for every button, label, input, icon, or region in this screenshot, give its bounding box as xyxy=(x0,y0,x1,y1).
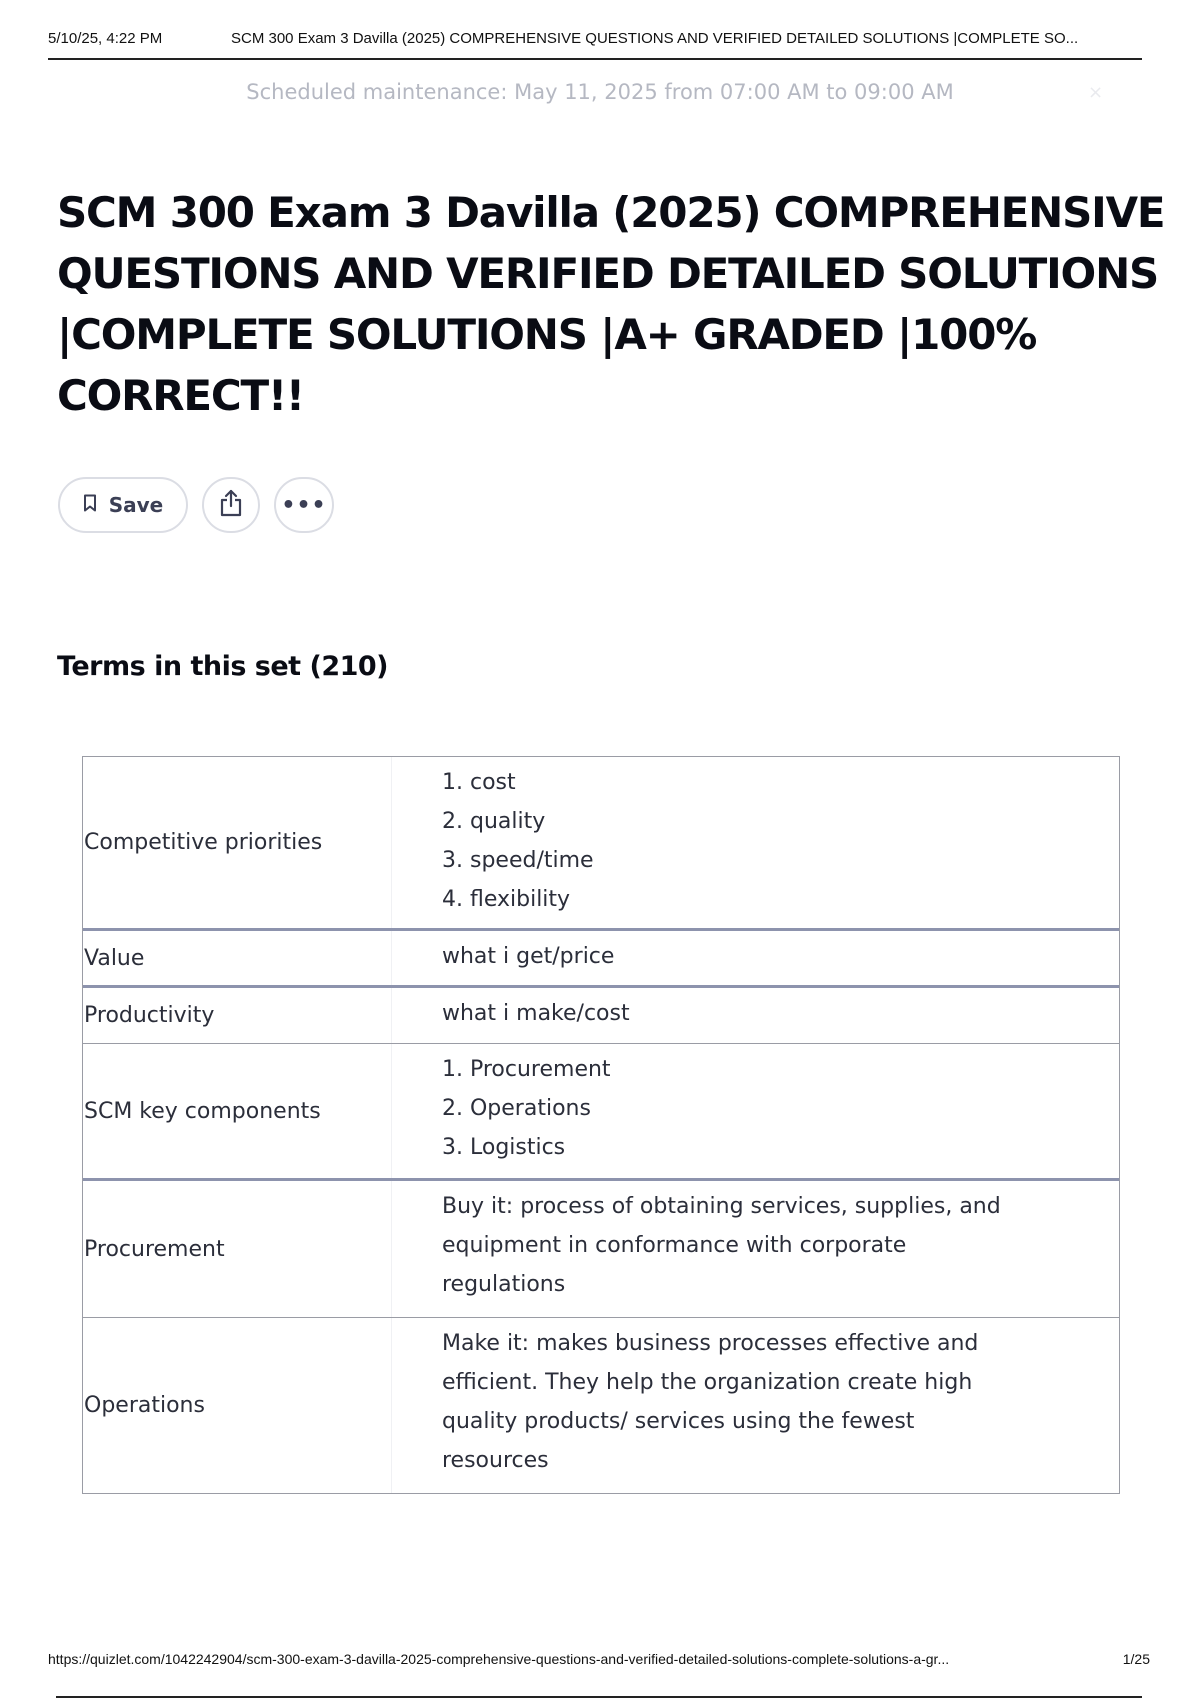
term-word: Value xyxy=(83,931,392,985)
definition-line: 1. cost xyxy=(442,770,516,795)
definition-line: 3. Logistics xyxy=(442,1135,566,1160)
term-word: Procurement xyxy=(83,1181,392,1317)
term-definition xyxy=(392,757,1119,928)
share-icon xyxy=(218,489,244,521)
definition-line: 4. flexibility xyxy=(442,887,571,912)
print-doc-title: SCM 300 Exam 3 Davilla (2025) COMPREHENSIVE QUESTIONS AND VERIFIED DETAILED SOLUTIONS |COMPLETE SO... xyxy=(231,30,1079,47)
print-header xyxy=(48,28,1142,60)
term-definition xyxy=(392,1044,1119,1178)
term-row xyxy=(83,928,1119,985)
page-title: SCM 300 Exam 3 Davilla (2025) COMPREHENSIVE QUESTIONS AND VERIFIED DETAILED SOLUTIONS |COMPLETE SOLUTIONS |A+ GRADED |100% CORRECT!! xyxy=(57,188,1165,420)
terms-heading: Terms in this set (210) xyxy=(57,651,389,682)
term-word: Productivity xyxy=(83,988,392,1043)
term-word: SCM key components xyxy=(83,1044,392,1178)
definition-line: Make it: makes business processes effective and xyxy=(442,1331,979,1356)
term-row xyxy=(83,985,1119,1043)
save-button[interactable] xyxy=(58,477,188,533)
save-button-label: Save xyxy=(108,493,164,517)
definition-line: efficient. They help the organization create high xyxy=(442,1370,973,1395)
definition-line: what i get/price xyxy=(442,944,615,969)
definition-line: resources xyxy=(442,1448,549,1473)
close-icon[interactable]: × xyxy=(1088,82,1104,103)
definition-line: quality products/ services using the fewest xyxy=(442,1409,915,1434)
term-row xyxy=(83,1043,1119,1178)
more-options-button[interactable] xyxy=(274,477,334,533)
definition-line: 3. speed/time xyxy=(442,848,594,873)
definition-line: what i make/cost xyxy=(442,1001,630,1026)
maintenance-banner xyxy=(0,80,1200,104)
definition-line: equipment in conformance with corporate xyxy=(442,1233,907,1258)
term-row xyxy=(83,757,1119,928)
print-url: https://quizlet.com/1042242904/scm-300-exam-3-davilla-2025-comprehensive-questions-and-verified-detailed-solutions-complete-solutions-a-gr... xyxy=(48,1651,950,1667)
page-number: 1/25 xyxy=(1122,1651,1150,1667)
term-definition xyxy=(392,931,1119,985)
term-definition xyxy=(392,988,1119,1043)
print-footer xyxy=(48,1648,1152,1700)
term-definition xyxy=(392,1318,1119,1493)
term-row xyxy=(83,1178,1119,1317)
term-definition xyxy=(392,1181,1119,1317)
definition-line: Buy it: process of obtaining services, supplies, and xyxy=(442,1194,1001,1219)
term-row xyxy=(83,1317,1119,1493)
definition-line: 2. quality xyxy=(442,809,546,834)
print-datetime: 5/10/25, 4:22 PM xyxy=(48,30,163,47)
definition-line: 1. Procurement xyxy=(442,1057,611,1082)
term-word: Competitive priorities xyxy=(83,757,392,928)
bookmark-icon xyxy=(83,494,97,516)
footer-divider xyxy=(56,1696,1142,1698)
more-icon: ••• xyxy=(281,492,327,518)
term-word: Operations xyxy=(83,1318,392,1493)
maintenance-banner-text: Scheduled maintenance: May 11, 2025 from 07:00 AM to 09:00 AM xyxy=(246,80,954,104)
definition-line: regulations xyxy=(442,1272,566,1297)
share-button[interactable] xyxy=(202,477,260,533)
definition-line: 2. Operations xyxy=(442,1096,591,1121)
terms-table xyxy=(82,756,1120,1494)
